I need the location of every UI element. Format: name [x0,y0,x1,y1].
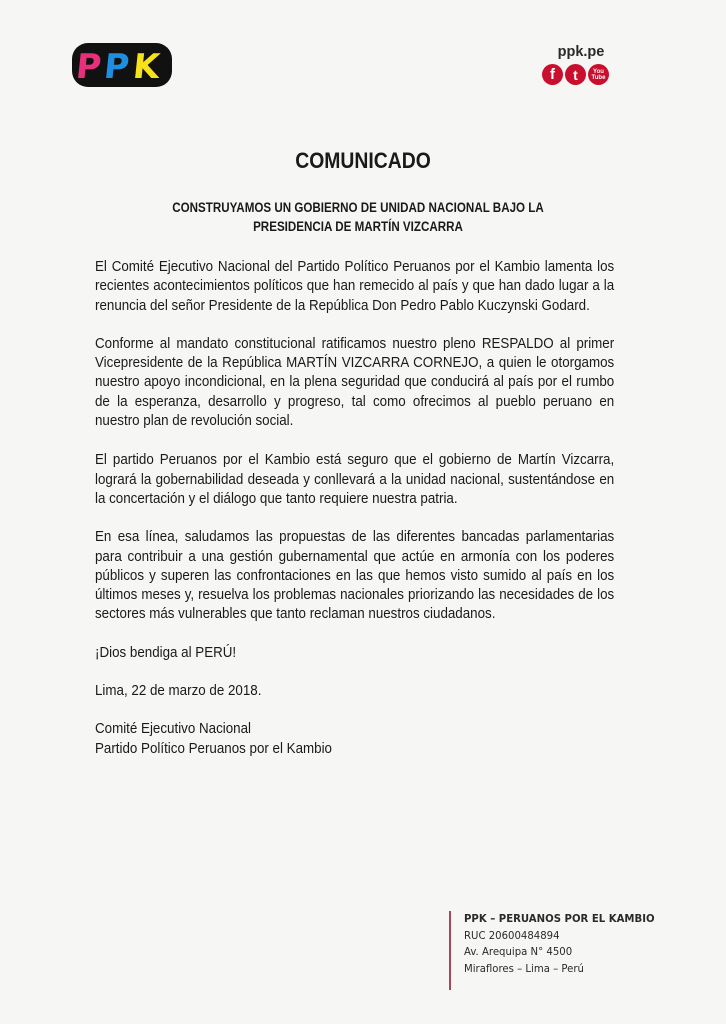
date-line: Lima, 22 de marzo de 2018. [95,682,262,700]
document-body [95,257,614,758]
twitter-icon[interactable]: t [565,64,586,85]
svg-text:P: P [74,47,104,87]
footer-org: PPK – PERUANOS POR EL KAMBIO [464,912,655,925]
youtube-icon-bottom: Tube [591,74,606,81]
footer-contact [449,911,671,990]
paragraph: El partido Peruanos por el Kambio está seguro que el gobierno de Martín Vizcarra, logrará la gobernabilidad deseada y conllevará a la unidad nacional, sustentándose en la concertación y el diálogo que tanto requiere nuestra patria. [95,451,615,507]
closing-line: ¡Dios bendiga al PERÚ! [95,643,237,661]
footer-address: Av. Arequipa N° 4500 [464,945,573,958]
footer-ruc: RUC 20600484894 [464,928,560,942]
paragraph: El Comité Ejecutivo Nacional del Partido Político Peruanos por el Kambio lamenta los recientes acontecimientos políticos que han remecido al país y que han dado lugar a la renuncia del señor Presidente de la República Don Pedro Pablo Kuczynski Godard. [95,258,615,314]
signature-line: Comité Ejecutivo Nacional [95,720,252,738]
document-subtitle: CONSTRUYAMOS UN GOBIERNO DE UNIDAD NACIONAL BAJO LA PRESIDENCIA DE MARTÍN VIZCARRA [172,200,544,234]
paragraph: Conforme al mandato constitucional ratificamos nuestro pleno RESPALDO al primer Vicepresidente de la República MARTÍN VIZCARRA CORNEJO, a quien le otorgamos nuestro apoyo incondicional, en la plena seguridad que conducirá al país por el rumbo de la esperanza, desarrollo y progreso, tal como ofrecimos al pueblo peruano en nuestro plan de revolución social. [95,334,615,430]
youtube-icon-top: You [593,68,604,75]
ppk-logo [70,40,174,90]
svg-text:P: P [102,47,132,87]
footer-city: Miraflores – Lima – Perú [464,961,584,975]
paragraph: En esa línea, saludamos las propuestas de las diferentes bancadas parlamentarias para contribuir a una gestión gubernamental que actúe en armonía con los poderes públicos y superen las confrontaciones en las que hemos visto sumido al país en los últimos meses y, resuelva los problemas nacionales priorizando las necesidades de los sectores más vulnerables que tanto reclaman nuestros ciudadanos. [95,528,615,623]
facebook-icon[interactable]: f [542,64,563,85]
signature-line: Partido Político Peruanos por el Kambio [95,739,332,757]
svg-text:K: K [131,47,162,87]
site-url[interactable]: ppk.pe [557,44,605,60]
social-links [542,64,609,85]
youtube-icon[interactable] [588,64,609,85]
document-title: COMUNICADO [295,148,431,173]
